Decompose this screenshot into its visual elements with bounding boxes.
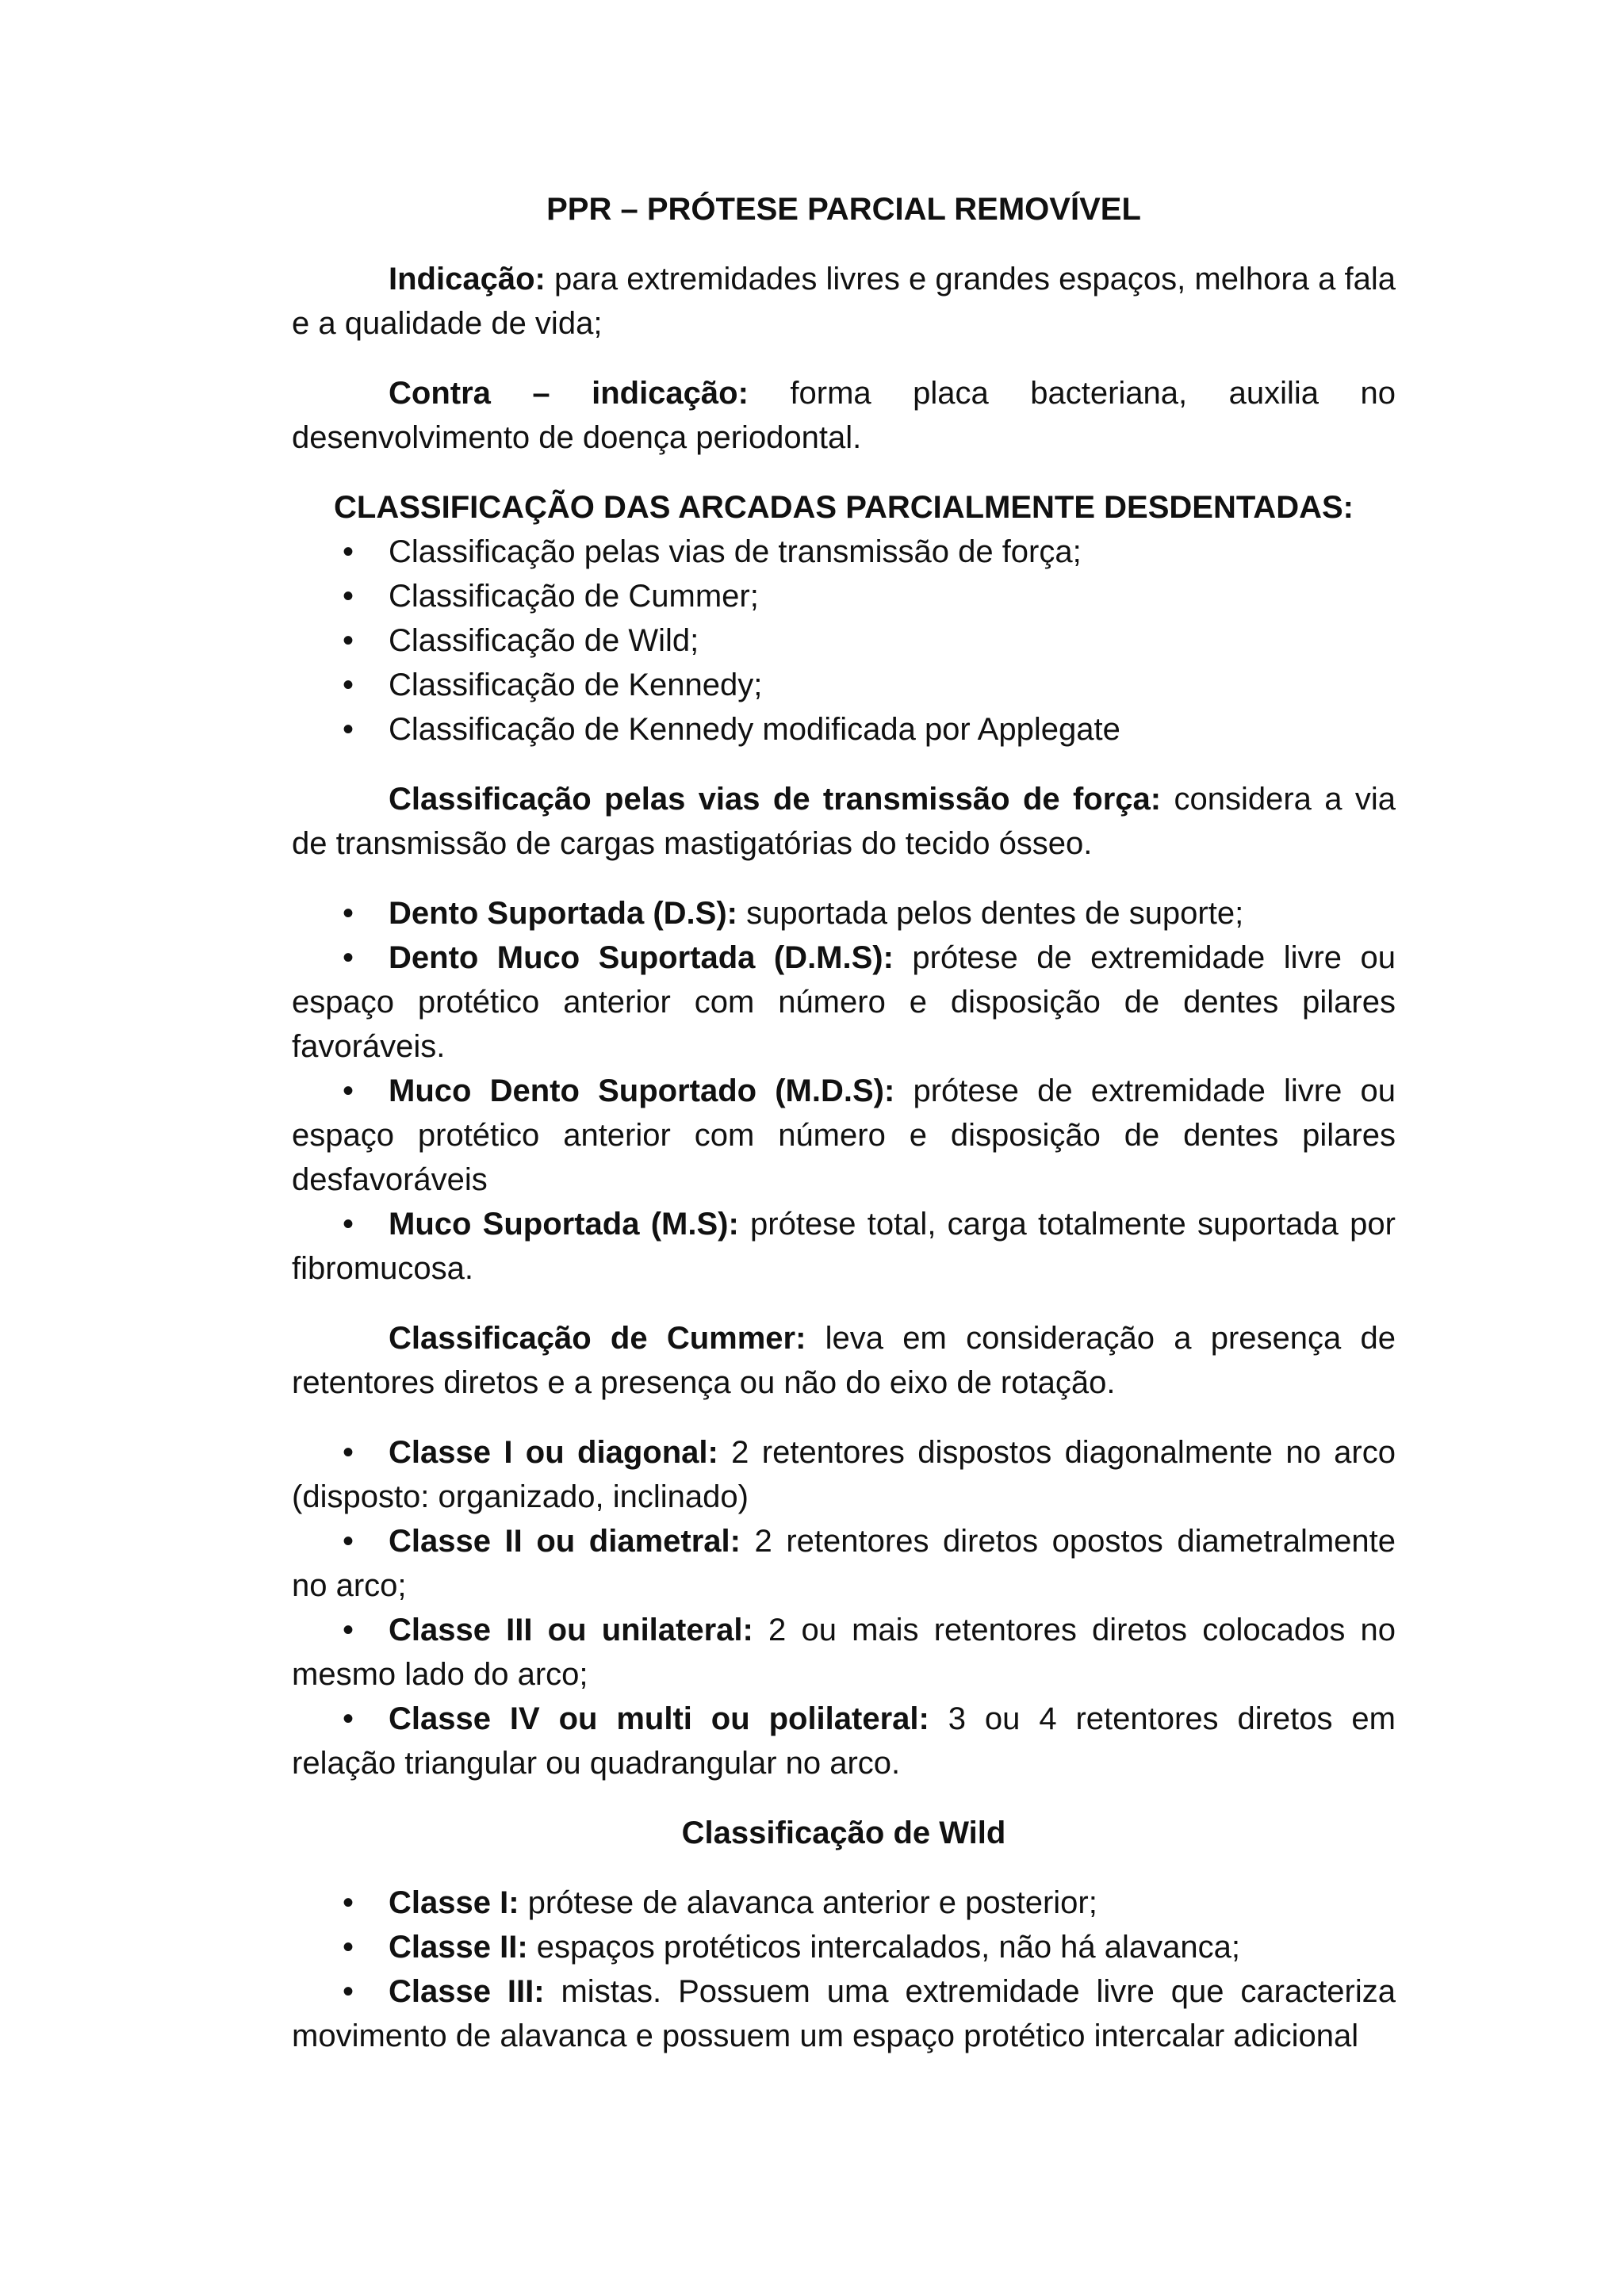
list-item: • Classe II ou diametral: 2 retentores diretos opostos diametralmente no arco; bbox=[292, 1519, 1396, 1608]
cummer-paragraph bbox=[292, 1316, 1396, 1405]
bullet-icon: • bbox=[343, 534, 354, 569]
cummer-list bbox=[292, 1430, 1396, 1785]
list-item: • Muco Suportada (M.S): prótese total, carga totalmente suportada por fibromucosa. bbox=[292, 1202, 1396, 1291]
list-item: • Dento Suportada (D.S): suportada pelos dentes de suporte; bbox=[292, 891, 1396, 936]
bullet-icon: • bbox=[343, 1524, 354, 1559]
contra-indicacao-text: forma placa bacteriana, auxilia no desenvolvimento de doença periodontal. bbox=[292, 376, 1396, 455]
document-page bbox=[292, 187, 1396, 2084]
list-item: • Classe I ou diagonal: 2 retentores dispostos diagonalmente no arco (disposto: organizado, inclinado) bbox=[292, 1430, 1396, 1519]
bullet-icon: • bbox=[343, 1435, 354, 1470]
cummer-label: Classificação de Cummer: bbox=[389, 1321, 806, 1356]
vias-text: considera a via de transmissão de cargas mastigatórias do tecido ósseo. bbox=[292, 782, 1396, 861]
indicacao-text: para extremidades livres e grandes espaços, melhora a fala e a qualidade de vida; bbox=[292, 262, 1396, 341]
classificacao-heading: CLASSIFICAÇÃO DAS ARCADAS PARCIALMENTE DESDENTADAS: bbox=[334, 490, 1354, 525]
indicacao-label: Indicação: bbox=[389, 262, 546, 297]
indicacao-paragraph bbox=[292, 257, 1396, 346]
bullet-icon: • bbox=[343, 1207, 354, 1242]
list-item: • Classificação de Kennedy; bbox=[292, 663, 1396, 707]
bullet-icon: • bbox=[343, 1073, 354, 1108]
list-item: • Classificação de Cummer; bbox=[292, 574, 1396, 618]
contra-indicacao-paragraph bbox=[292, 371, 1396, 460]
bullet-icon: • bbox=[343, 1701, 354, 1736]
bullet-icon: • bbox=[343, 940, 354, 975]
list-item: • Classificação de Wild; bbox=[292, 618, 1396, 663]
list-item: • Dento Muco Suportada (D.M.S): prótese de extremidade livre ou espaço protético anterior com número e disposição de dentes pilares favoráveis. bbox=[292, 936, 1396, 1069]
vias-label: Classificação pelas vias de transmissão de força: bbox=[389, 782, 1162, 817]
bullet-icon: • bbox=[343, 1930, 354, 1965]
bullet-icon: • bbox=[343, 712, 354, 747]
wild-list bbox=[292, 1881, 1396, 2058]
bullet-icon: • bbox=[343, 1885, 354, 1920]
list-item: • Classificação pelas vias de transmissão de força; bbox=[292, 530, 1396, 574]
bullet-icon: • bbox=[343, 579, 354, 614]
cummer-text: leva em consideração a presença de retentores diretos e a presença ou não do eixo de rotação. bbox=[292, 1321, 1396, 1400]
document-title: PPR – PRÓTESE PARCIAL REMOVÍVEL bbox=[546, 192, 1141, 227]
contra-indicacao-label: Contra – indicação: bbox=[389, 376, 749, 411]
list-item: • Classe II: espaços protéticos intercalados, não há alavanca; bbox=[292, 1925, 1396, 1969]
wild-heading: Classificação de Wild bbox=[681, 1816, 1006, 1850]
bullet-icon: • bbox=[343, 668, 354, 702]
list-item: • Classe III ou unilateral: 2 ou mais retentores diretos colocados no mesmo lado do arco; bbox=[292, 1608, 1396, 1697]
list-item: • Classe III: mistas. Possuem uma extremidade livre que caracteriza movimento de alavanca e possuem um espaço protético intercalar adicional bbox=[292, 1969, 1396, 2058]
bullet-icon: • bbox=[343, 896, 354, 931]
classificacao-list bbox=[292, 530, 1396, 752]
bullet-icon: • bbox=[343, 1613, 354, 1647]
bullet-icon: • bbox=[343, 623, 354, 658]
bullet-icon: • bbox=[343, 1974, 354, 2009]
vias-paragraph bbox=[292, 777, 1396, 866]
vias-list bbox=[292, 891, 1396, 1291]
list-item: • Classe IV ou multi ou polilateral: 3 ou 4 retentores diretos em relação triangular ou quadrangular no arco. bbox=[292, 1697, 1396, 1785]
list-item: • Classe I: prótese de alavanca anterior e posterior; bbox=[292, 1881, 1396, 1925]
list-item: • Muco Dento Suportado (M.D.S): prótese de extremidade livre ou espaço protético anterior com número e disposição de dentes pilares desfavoráveis bbox=[292, 1069, 1396, 1202]
list-item: • Classificação de Kennedy modificada por Applegate bbox=[292, 707, 1396, 752]
